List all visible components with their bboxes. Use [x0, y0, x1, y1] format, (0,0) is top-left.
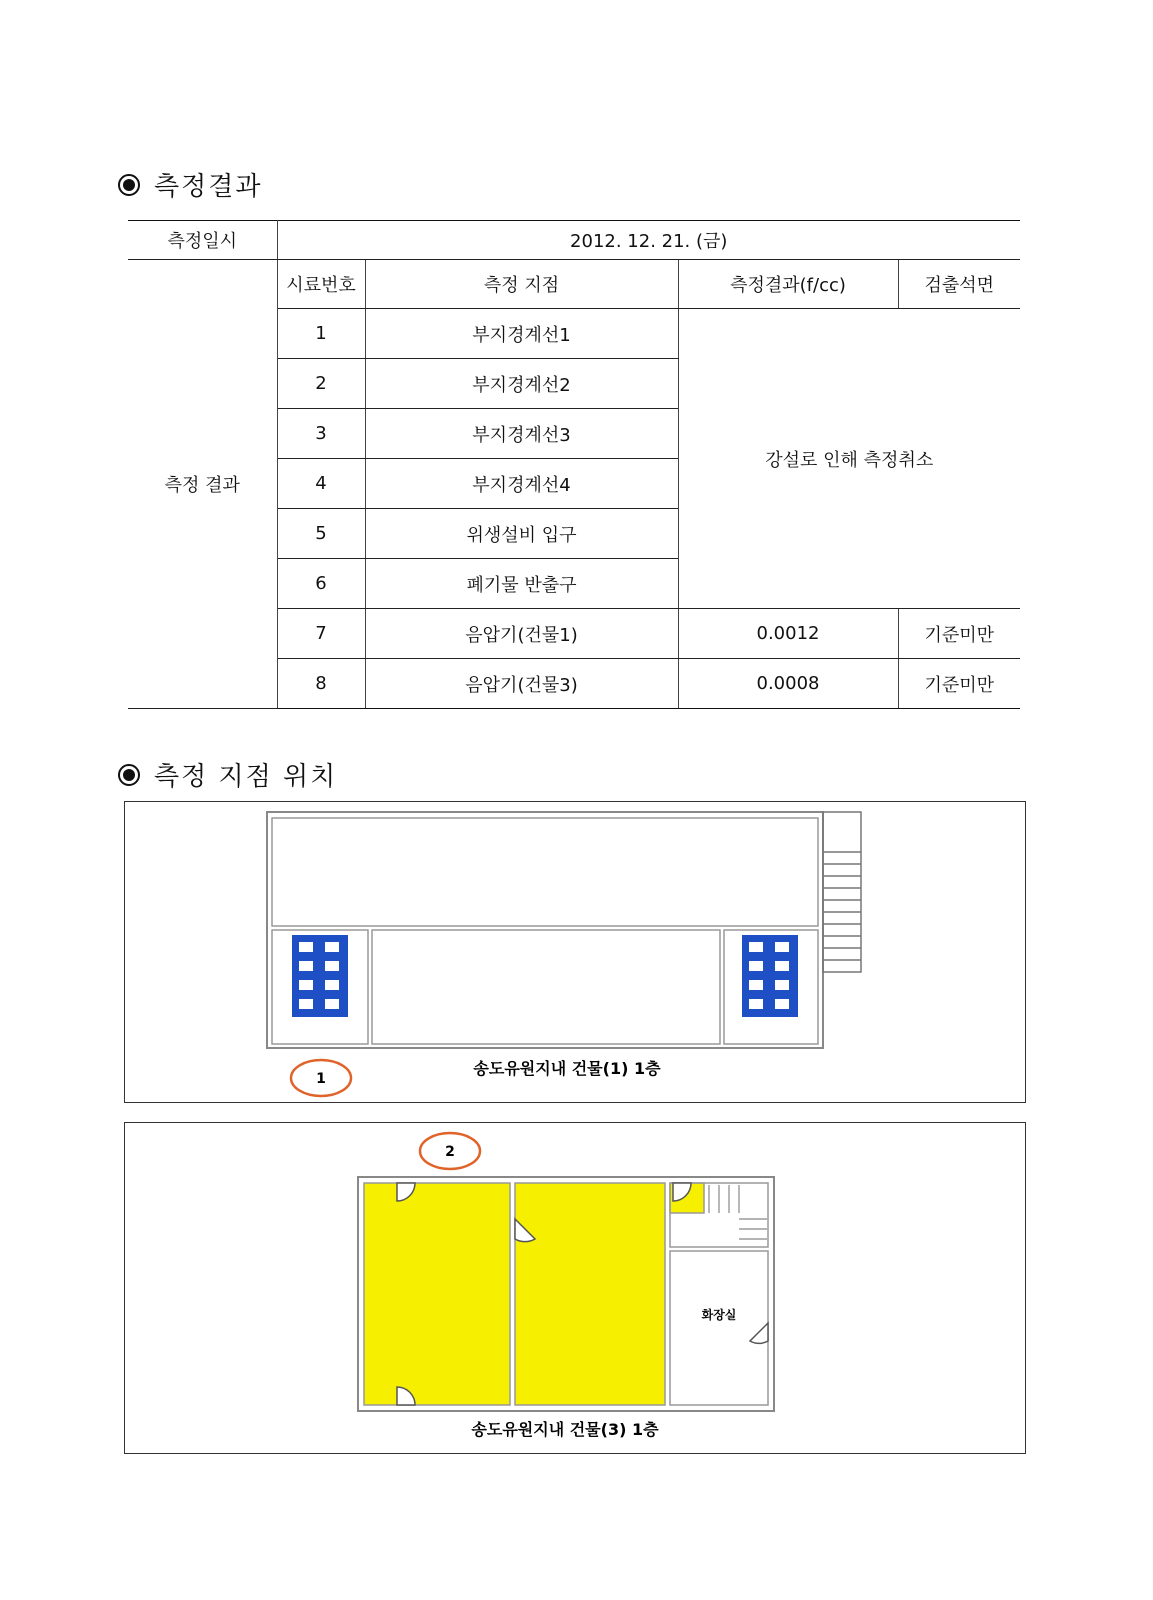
sample-site: 음압기(건물1) — [365, 609, 678, 659]
sample-site: 부지경계선2 — [365, 359, 678, 409]
sample-no: 5 — [277, 509, 365, 559]
bullet-icon — [118, 174, 140, 196]
sample-no: 1 — [277, 309, 365, 359]
header-site: 측정 지점 — [365, 260, 678, 309]
sample-site: 부지경계선1 — [365, 309, 678, 359]
sample-site: 부지경계선3 — [365, 409, 678, 459]
date-label: 측정일시 — [128, 221, 277, 260]
sample-no: 2 — [277, 359, 365, 409]
sample-site: 폐기물 반출구 — [365, 559, 678, 609]
table-row — [128, 221, 1020, 260]
room-label-restroom: 화장실 — [701, 1308, 737, 1322]
grid-block-right — [742, 935, 798, 1017]
stairs-icon — [823, 812, 861, 972]
sample-no: 8 — [277, 659, 365, 709]
stairs-icon — [709, 1185, 767, 1239]
floor-plan-1-drawing — [125, 802, 1025, 1102]
header-sample-no: 시료번호 — [277, 260, 365, 309]
header-result: 측정결과(f/cc) — [678, 260, 898, 309]
table-header-row — [128, 260, 1020, 309]
sample-asbestos: 기준미만 — [898, 609, 1020, 659]
floor-plan-building-1 — [124, 801, 1026, 1103]
floor-plan-building-3 — [124, 1122, 1026, 1454]
date-value: 2012. 12. 21. (금) — [277, 221, 1020, 260]
sample-no: 3 — [277, 409, 365, 459]
bullet-icon — [118, 764, 140, 786]
sample-result: 0.0008 — [678, 659, 898, 709]
floor-plan-3-drawing — [125, 1123, 1025, 1453]
sample-asbestos: 기준미만 — [898, 659, 1020, 709]
result-label: 측정 결과 — [128, 260, 277, 709]
sample-site: 음압기(건물3) — [365, 659, 678, 709]
plan-caption-3: 송도유원지내 건물(3) 1층 — [471, 1420, 659, 1439]
marker-label-1: 1 — [316, 1071, 326, 1087]
sample-no: 4 — [277, 459, 365, 509]
sample-result: 0.0012 — [678, 609, 898, 659]
section-title-locations: 측정 지점 위치 — [118, 756, 337, 793]
header-asbestos: 검출석면 — [898, 260, 1020, 309]
cancel-note: 강설로 인해 측정취소 — [678, 309, 1020, 609]
sample-site: 위생설비 입구 — [365, 509, 678, 559]
sample-no: 7 — [277, 609, 365, 659]
sample-no: 6 — [277, 559, 365, 609]
plan-caption-1: 송도유원지내 건물(1) 1층 — [473, 1059, 661, 1078]
results-table — [128, 220, 1020, 709]
marker-label-2: 2 — [445, 1144, 455, 1160]
section-title-results: 측정결과 — [118, 166, 262, 203]
sample-site: 부지경계선4 — [365, 459, 678, 509]
grid-block-left — [292, 935, 348, 1017]
